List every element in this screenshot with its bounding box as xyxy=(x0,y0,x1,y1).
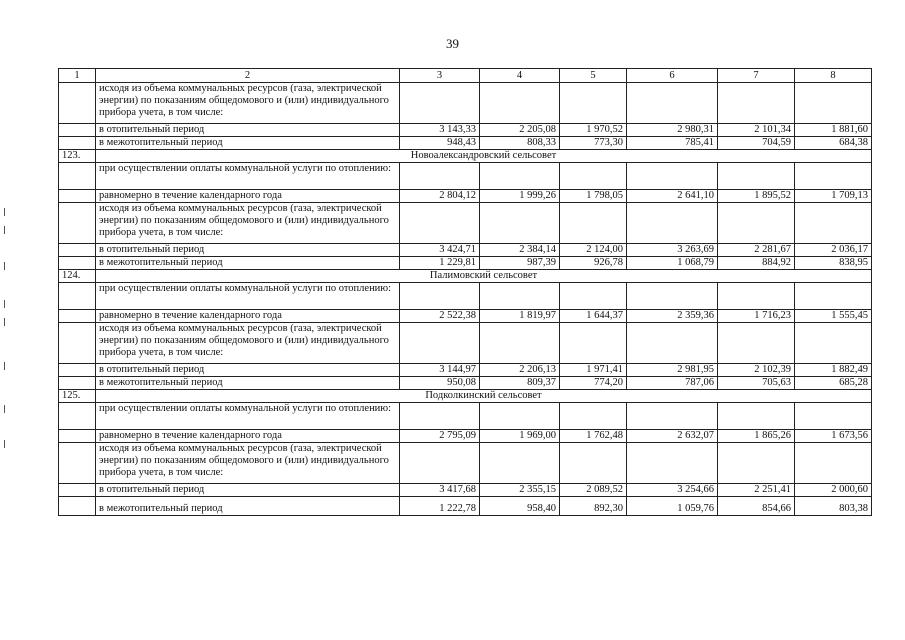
row-label: равномерно в течение календарного года xyxy=(96,310,400,323)
empty-cell xyxy=(718,323,795,364)
value-cell: 1 222,78 xyxy=(400,497,480,516)
empty-cell xyxy=(400,443,480,484)
value-cell: 854,66 xyxy=(718,497,795,516)
empty-cell xyxy=(718,163,795,190)
empty-cell xyxy=(480,203,560,244)
description-cell: исходя из объема коммунальных ресурсов (газа, электрической энергии) по показаниям общедомового и (или) индивидуального прибора учета, в том числе: xyxy=(96,443,400,484)
empty-cell xyxy=(560,283,627,310)
index-cell xyxy=(59,283,96,310)
empty-cell xyxy=(560,163,627,190)
value-cell: 704,59 xyxy=(718,137,795,150)
tariff-table xyxy=(58,68,872,516)
table-row xyxy=(59,364,872,377)
value-cell: 787,06 xyxy=(627,377,718,390)
value-cell: 1 644,37 xyxy=(560,310,627,323)
index-cell xyxy=(59,484,96,497)
empty-cell xyxy=(795,443,872,484)
empty-cell xyxy=(480,283,560,310)
empty-cell xyxy=(400,403,480,430)
header-cell: 4 xyxy=(480,69,560,83)
section-header-row xyxy=(59,270,872,283)
empty-cell xyxy=(795,323,872,364)
empty-cell xyxy=(627,283,718,310)
value-cell: 684,38 xyxy=(795,137,872,150)
description-cell: при осуществлении оплаты коммунальной услуги по отоплению: xyxy=(96,163,400,190)
empty-cell xyxy=(627,203,718,244)
table-row xyxy=(59,137,872,150)
value-cell: 1 059,76 xyxy=(627,497,718,516)
row-label: в межотопительный период xyxy=(96,137,400,150)
value-cell: 3 424,71 xyxy=(400,244,480,257)
table-row xyxy=(59,430,872,443)
value-cell: 2 089,52 xyxy=(560,484,627,497)
margin-marks xyxy=(4,0,8,640)
header-cell: 6 xyxy=(627,69,718,83)
row-label: равномерно в течение календарного года xyxy=(96,430,400,443)
value-cell: 1 895,52 xyxy=(718,190,795,203)
value-cell: 2 795,09 xyxy=(400,430,480,443)
empty-cell xyxy=(718,203,795,244)
table-row xyxy=(59,377,872,390)
table-row xyxy=(59,443,872,484)
section-title: Подколкинский сельсовет xyxy=(96,390,872,403)
header-cell: 5 xyxy=(560,69,627,83)
empty-cell xyxy=(627,323,718,364)
value-cell: 958,40 xyxy=(480,497,560,516)
description-cell: исходя из объема коммунальных ресурсов (газа, электрической энергии) по показаниям общедомового и (или) индивидуального прибора учета, в том числе: xyxy=(96,323,400,364)
header-row xyxy=(59,69,872,83)
value-cell: 926,78 xyxy=(560,257,627,270)
value-cell: 2 980,31 xyxy=(627,124,718,137)
empty-cell xyxy=(627,403,718,430)
value-cell: 1 709,13 xyxy=(795,190,872,203)
value-cell: 2 124,00 xyxy=(560,244,627,257)
value-cell: 884,92 xyxy=(718,257,795,270)
value-cell: 2 641,10 xyxy=(627,190,718,203)
value-cell: 1 999,26 xyxy=(480,190,560,203)
description-cell: исходя из объема коммунальных ресурсов (газа, электрической энергии) по показаниям общедомового и (или) индивидуального прибора учета, в том числе: xyxy=(96,203,400,244)
value-cell: 2 632,07 xyxy=(627,430,718,443)
value-cell: 1 762,48 xyxy=(560,430,627,443)
header-cell: 1 xyxy=(59,69,96,83)
section-number: 125. xyxy=(59,390,96,403)
index-cell xyxy=(59,443,96,484)
table-row xyxy=(59,484,872,497)
table-row xyxy=(59,497,872,516)
section-number: 124. xyxy=(59,270,96,283)
empty-cell xyxy=(400,203,480,244)
description-cell: при осуществлении оплаты коммунальной услуги по отоплению: xyxy=(96,403,400,430)
value-cell: 1 881,60 xyxy=(795,124,872,137)
value-cell: 808,33 xyxy=(480,137,560,150)
index-cell xyxy=(59,83,96,124)
value-cell: 2 206,13 xyxy=(480,364,560,377)
empty-cell xyxy=(400,163,480,190)
value-cell: 1 971,41 xyxy=(560,364,627,377)
section-title: Палимовский сельсовет xyxy=(96,270,872,283)
empty-cell xyxy=(795,203,872,244)
empty-cell xyxy=(560,443,627,484)
value-cell: 1 229,81 xyxy=(400,257,480,270)
value-cell: 2 359,36 xyxy=(627,310,718,323)
value-cell: 948,43 xyxy=(400,137,480,150)
index-cell xyxy=(59,403,96,430)
header-cell: 8 xyxy=(795,69,872,83)
table-row xyxy=(59,190,872,203)
header-cell: 3 xyxy=(400,69,480,83)
table-row xyxy=(59,403,872,430)
section-header-row xyxy=(59,390,872,403)
table-row xyxy=(59,310,872,323)
empty-cell xyxy=(560,323,627,364)
index-cell xyxy=(59,430,96,443)
description-cell: исходя из объема коммунальных ресурсов (газа, электрической энергии) по показаниям общедомового и (или) индивидуального прибора учета, в том числе: xyxy=(96,83,400,124)
description-cell: при осуществлении оплаты коммунальной услуги по отоплению: xyxy=(96,283,400,310)
row-label: в отопительный период xyxy=(96,364,400,377)
value-cell: 892,30 xyxy=(560,497,627,516)
value-cell: 2 036,17 xyxy=(795,244,872,257)
index-cell xyxy=(59,257,96,270)
value-cell: 838,95 xyxy=(795,257,872,270)
index-cell xyxy=(59,377,96,390)
table-row xyxy=(59,244,872,257)
value-cell: 2 251,41 xyxy=(718,484,795,497)
value-cell: 1 819,97 xyxy=(480,310,560,323)
index-cell xyxy=(59,323,96,364)
header-cell: 2 xyxy=(96,69,400,83)
value-cell: 1 716,23 xyxy=(718,310,795,323)
index-cell xyxy=(59,163,96,190)
empty-cell xyxy=(400,283,480,310)
value-cell: 987,39 xyxy=(480,257,560,270)
empty-cell xyxy=(795,163,872,190)
value-cell: 3 143,33 xyxy=(400,124,480,137)
empty-cell xyxy=(718,283,795,310)
table-row xyxy=(59,283,872,310)
value-cell: 2 000,60 xyxy=(795,484,872,497)
empty-cell xyxy=(480,443,560,484)
table-row xyxy=(59,124,872,137)
empty-cell xyxy=(480,323,560,364)
empty-cell xyxy=(480,163,560,190)
value-cell: 705,63 xyxy=(718,377,795,390)
empty-cell xyxy=(795,283,872,310)
row-label: в межотопительный период xyxy=(96,497,400,516)
value-cell: 3 263,69 xyxy=(627,244,718,257)
row-label: в межотопительный период xyxy=(96,377,400,390)
value-cell: 803,38 xyxy=(795,497,872,516)
empty-cell xyxy=(795,403,872,430)
value-cell: 2 522,38 xyxy=(400,310,480,323)
index-cell xyxy=(59,190,96,203)
value-cell: 2 981,95 xyxy=(627,364,718,377)
value-cell: 2 205,08 xyxy=(480,124,560,137)
value-cell: 1 882,49 xyxy=(795,364,872,377)
row-label: равномерно в течение календарного года xyxy=(96,190,400,203)
value-cell: 809,37 xyxy=(480,377,560,390)
value-cell: 773,30 xyxy=(560,137,627,150)
index-cell xyxy=(59,203,96,244)
value-cell: 2 101,34 xyxy=(718,124,795,137)
value-cell: 1 555,45 xyxy=(795,310,872,323)
value-cell: 1 798,05 xyxy=(560,190,627,203)
page-number: 39 xyxy=(446,36,459,51)
value-cell: 774,20 xyxy=(560,377,627,390)
table-row xyxy=(59,257,872,270)
empty-cell xyxy=(480,403,560,430)
index-cell xyxy=(59,364,96,377)
value-cell: 2 804,12 xyxy=(400,190,480,203)
value-cell: 2 355,15 xyxy=(480,484,560,497)
row-label: в отопительный период xyxy=(96,124,400,137)
index-cell xyxy=(59,310,96,323)
value-cell: 685,28 xyxy=(795,377,872,390)
value-cell: 1 865,26 xyxy=(718,430,795,443)
table-row xyxy=(59,323,872,364)
header-cell: 7 xyxy=(718,69,795,83)
row-label: в отопительный период xyxy=(96,244,400,257)
value-cell: 3 254,66 xyxy=(627,484,718,497)
table-row xyxy=(59,203,872,244)
row-label: в межотопительный период xyxy=(96,257,400,270)
value-cell: 1 970,52 xyxy=(560,124,627,137)
value-cell: 3 144,97 xyxy=(400,364,480,377)
value-cell: 1 068,79 xyxy=(627,257,718,270)
empty-cell xyxy=(718,443,795,484)
empty-cell xyxy=(560,403,627,430)
table-row xyxy=(59,83,872,124)
value-cell: 2 102,39 xyxy=(718,364,795,377)
value-cell: 785,41 xyxy=(627,137,718,150)
value-cell: 1 673,56 xyxy=(795,430,872,443)
index-cell xyxy=(59,497,96,516)
value-cell: 2 281,67 xyxy=(718,244,795,257)
row-label: в отопительный период xyxy=(96,484,400,497)
empty-cell xyxy=(718,403,795,430)
section-number: 123. xyxy=(59,150,96,163)
value-cell: 3 417,68 xyxy=(400,484,480,497)
value-cell: 1 969,00 xyxy=(480,430,560,443)
empty-cell xyxy=(627,443,718,484)
table-row xyxy=(59,163,872,190)
empty-cell xyxy=(560,203,627,244)
section-header-row xyxy=(59,150,872,163)
value-cell: 950,08 xyxy=(400,377,480,390)
section-title: Новоалександровский сельсовет xyxy=(96,150,872,163)
empty-cell xyxy=(627,163,718,190)
index-cell xyxy=(59,244,96,257)
empty-cell xyxy=(400,323,480,364)
value-cell: 2 384,14 xyxy=(480,244,560,257)
